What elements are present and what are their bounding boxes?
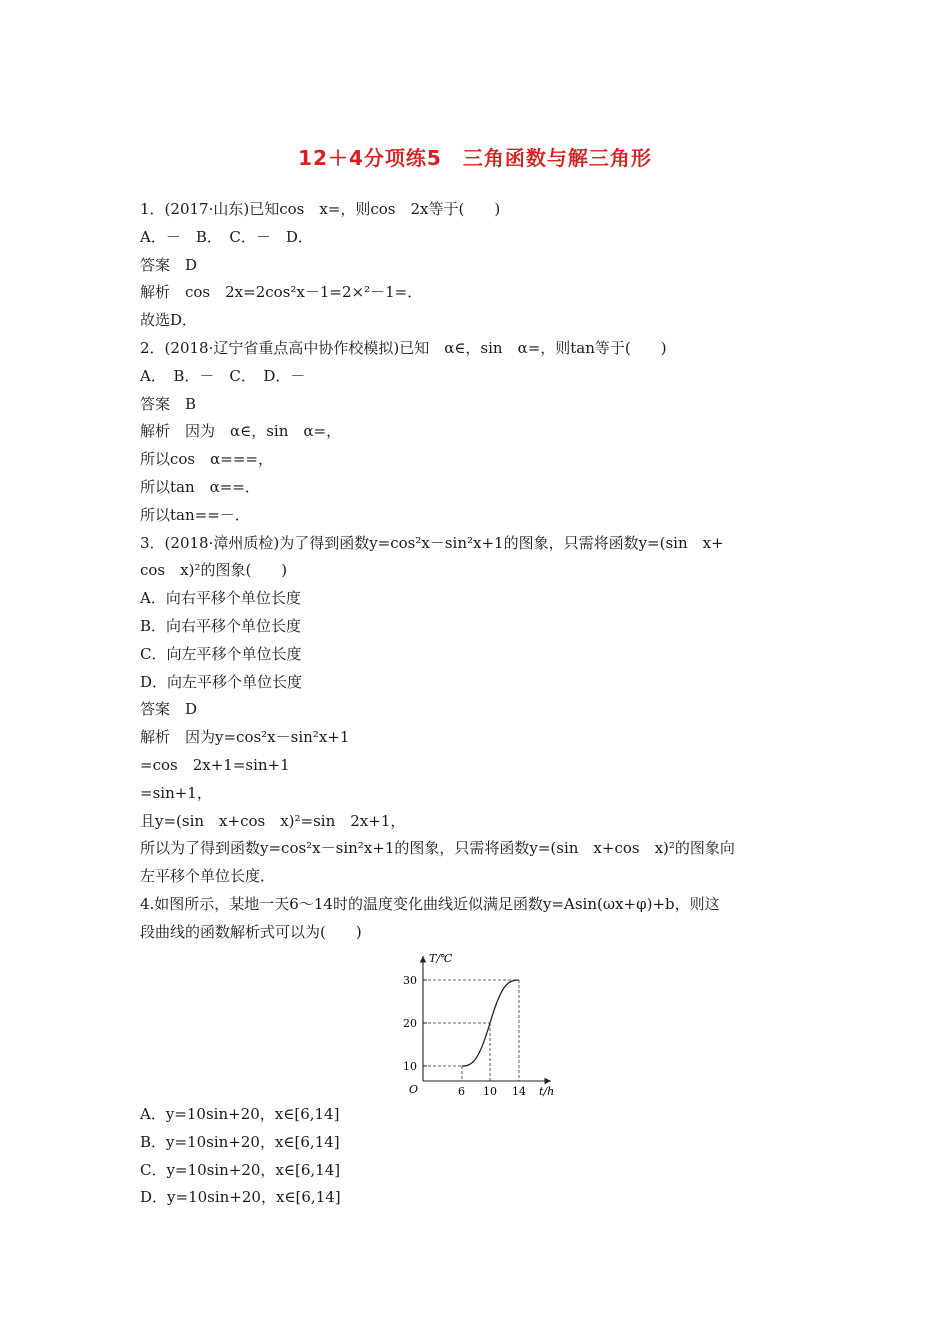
text-line: C．向左平移个单位长度: [140, 644, 302, 663]
text-line: 左平移个单位长度．: [140, 867, 276, 886]
text-line: 段曲线的函数解析式可以为( ): [140, 922, 362, 941]
text-line: A． B．－ C． D．－: [140, 366, 306, 385]
page-title: 12＋4分项练5 三角函数与解三角形: [298, 146, 652, 170]
option-line: C．y=10sin+20，x∈[6,14]: [140, 1160, 341, 1179]
option-line: D．y=10sin+20，x∈[6,14]: [140, 1188, 341, 1207]
text-line: 答案 D: [140, 700, 198, 719]
y-tick-label: 10: [403, 1060, 417, 1073]
text-line: 解析 因为y=cos²x－sin²x+1: [140, 728, 350, 747]
y-tick-label: 20: [403, 1017, 417, 1030]
x-tick-label: 10: [483, 1085, 497, 1098]
text-line: =cos 2x+1=sin+1: [140, 755, 290, 774]
text-line: 所以为了得到函数y=cos²x－sin²x+1的图象，只需将函数y=(sin x+cos x)²的图象向: [140, 839, 735, 858]
origin-label: O: [409, 1083, 419, 1096]
text-line: 解析 cos 2x=2cos²x－1=2×²－1=．: [140, 283, 423, 302]
q4-options: [140, 1101, 820, 1212]
text-line: 且y=(sin x+cos x)²=sin 2x+1，: [140, 811, 406, 830]
text-line: =sin+1，: [140, 783, 212, 802]
y-tick-label: 30: [403, 974, 417, 987]
text-line: 所以cos α===，: [140, 450, 273, 469]
text-line: 2．(2018·辽宁省重点高中协作校模拟)已知 α∈，sin α=，则tan等于( ): [140, 338, 667, 357]
option-line: B．y=10sin+20，x∈[6,14]: [140, 1132, 340, 1151]
text-line: 故选D．: [140, 311, 198, 330]
text-line: B．向右平移个单位长度: [140, 616, 302, 635]
text-line: 4.如图所示，某地一天6～14时的温度变化曲线近似满足函数y=Asin(ωx+φ)+b，则这: [140, 894, 720, 913]
text-line: 解析 因为 α∈，sin α=，: [140, 422, 342, 441]
text-line: A．向右平移个单位长度: [140, 589, 301, 608]
text-line: A．－ B． C．－ D．: [140, 227, 313, 246]
text-line: 3．(2018·漳州质检)为了得到函数y=cos²x－sin²x+1的图象，只需将函数y=(sin x+: [140, 533, 724, 552]
text-line: 1．(2017·山东)已知cos x=，则cos 2x等于( ): [140, 200, 501, 218]
x-axis-label: t/h: [539, 1085, 555, 1098]
text-line: cos x)²的图象( ): [140, 561, 288, 580]
text-line: 所以tan α==．: [140, 477, 260, 496]
text-line: 答案 B: [140, 394, 197, 413]
x-tick-label: 14: [512, 1085, 526, 1098]
x-tick-label: 6: [458, 1085, 465, 1098]
tick-marks: [423, 980, 427, 1066]
guide-lines: [423, 980, 519, 1081]
temperature-curve-svg: [393, 948, 558, 1098]
temperature-curve-figure: [393, 948, 558, 1098]
problem-text: [140, 196, 820, 947]
y-axis-label: T/℃: [429, 952, 453, 965]
text-line: D．向左平移个单位长度: [140, 672, 303, 691]
text-line: 所以tan==－．: [140, 505, 250, 524]
text-line: 答案 D: [140, 255, 198, 274]
option-line: A．y=10sin+20，x∈[6,14]: [140, 1105, 340, 1123]
